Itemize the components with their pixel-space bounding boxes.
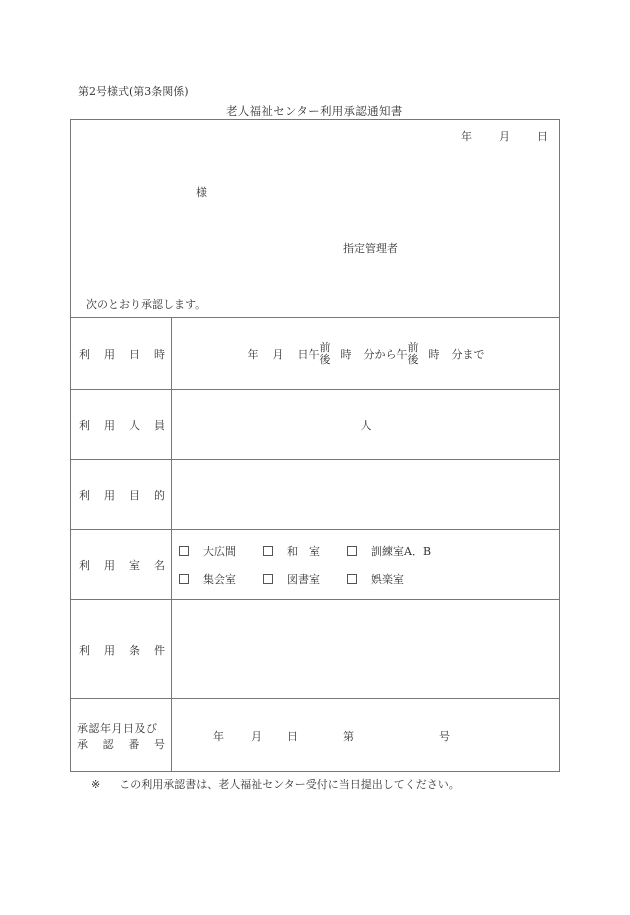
document-title: 老人福祉センター利用承認通知書 xyxy=(226,104,403,118)
checkbox-icon xyxy=(179,574,189,584)
room-option-recreation[interactable]: 娯楽室 xyxy=(347,571,404,587)
column-divider xyxy=(171,318,172,771)
divider xyxy=(71,317,559,318)
usage-datetime-field[interactable]: 年 月 日 午 前 後 時 分から 午 前 後 時 分まで xyxy=(247,341,485,366)
approval-statement: 次のとおり承認します。 xyxy=(86,298,207,311)
label-usage-purpose: 利 用 目 的 xyxy=(79,489,165,502)
room-option-training[interactable]: 訓練室A．B xyxy=(347,543,431,559)
checkbox-icon xyxy=(263,546,273,556)
am-pm-selector-end[interactable]: 前 後 xyxy=(407,341,419,366)
reference-mark: ※ xyxy=(91,778,101,791)
label-usage-conditions: 利 用 条 件 xyxy=(79,643,165,657)
usage-persons-field[interactable]: 人 xyxy=(360,419,372,432)
room-option-washitsu[interactable]: 和 室 xyxy=(263,543,347,559)
approval-form-table xyxy=(70,119,560,772)
am-pm-selector-start[interactable]: 前 後 xyxy=(319,341,331,366)
issuer-label: 指定管理者 xyxy=(343,242,398,255)
checkbox-icon xyxy=(263,574,273,584)
approval-date-number-field[interactable]: 年 月 日 第 号 xyxy=(213,730,450,743)
label-approval-date-number: 承認年月日及び 承 認 番 号 xyxy=(77,722,165,751)
usage-conditions-field[interactable] xyxy=(173,600,559,699)
label-usage-persons: 利 用 人 員 xyxy=(79,419,165,432)
form-number: 第2号様式(第3条関係) xyxy=(78,85,189,98)
checkbox-icon xyxy=(179,546,189,556)
label-usage-datetime: 利 用 日 時 xyxy=(79,348,165,361)
room-option-daihiroma[interactable]: 大広間 xyxy=(179,543,263,559)
label-room-name: 利 用 室 名 xyxy=(79,559,165,572)
room-option-library[interactable]: 図書室 xyxy=(263,571,347,587)
checkbox-icon xyxy=(347,574,357,584)
addressee-suffix: 様 xyxy=(196,186,207,199)
checkbox-icon xyxy=(347,546,357,556)
footer-note: ※ この利用承認書は、老人福祉センター受付に当日提出してください。 xyxy=(91,778,460,791)
room-option-meeting[interactable]: 集会室 xyxy=(179,571,263,587)
usage-purpose-field[interactable] xyxy=(173,460,559,530)
room-checkboxes xyxy=(173,530,559,600)
issue-date: 年 月 日 xyxy=(461,130,548,143)
